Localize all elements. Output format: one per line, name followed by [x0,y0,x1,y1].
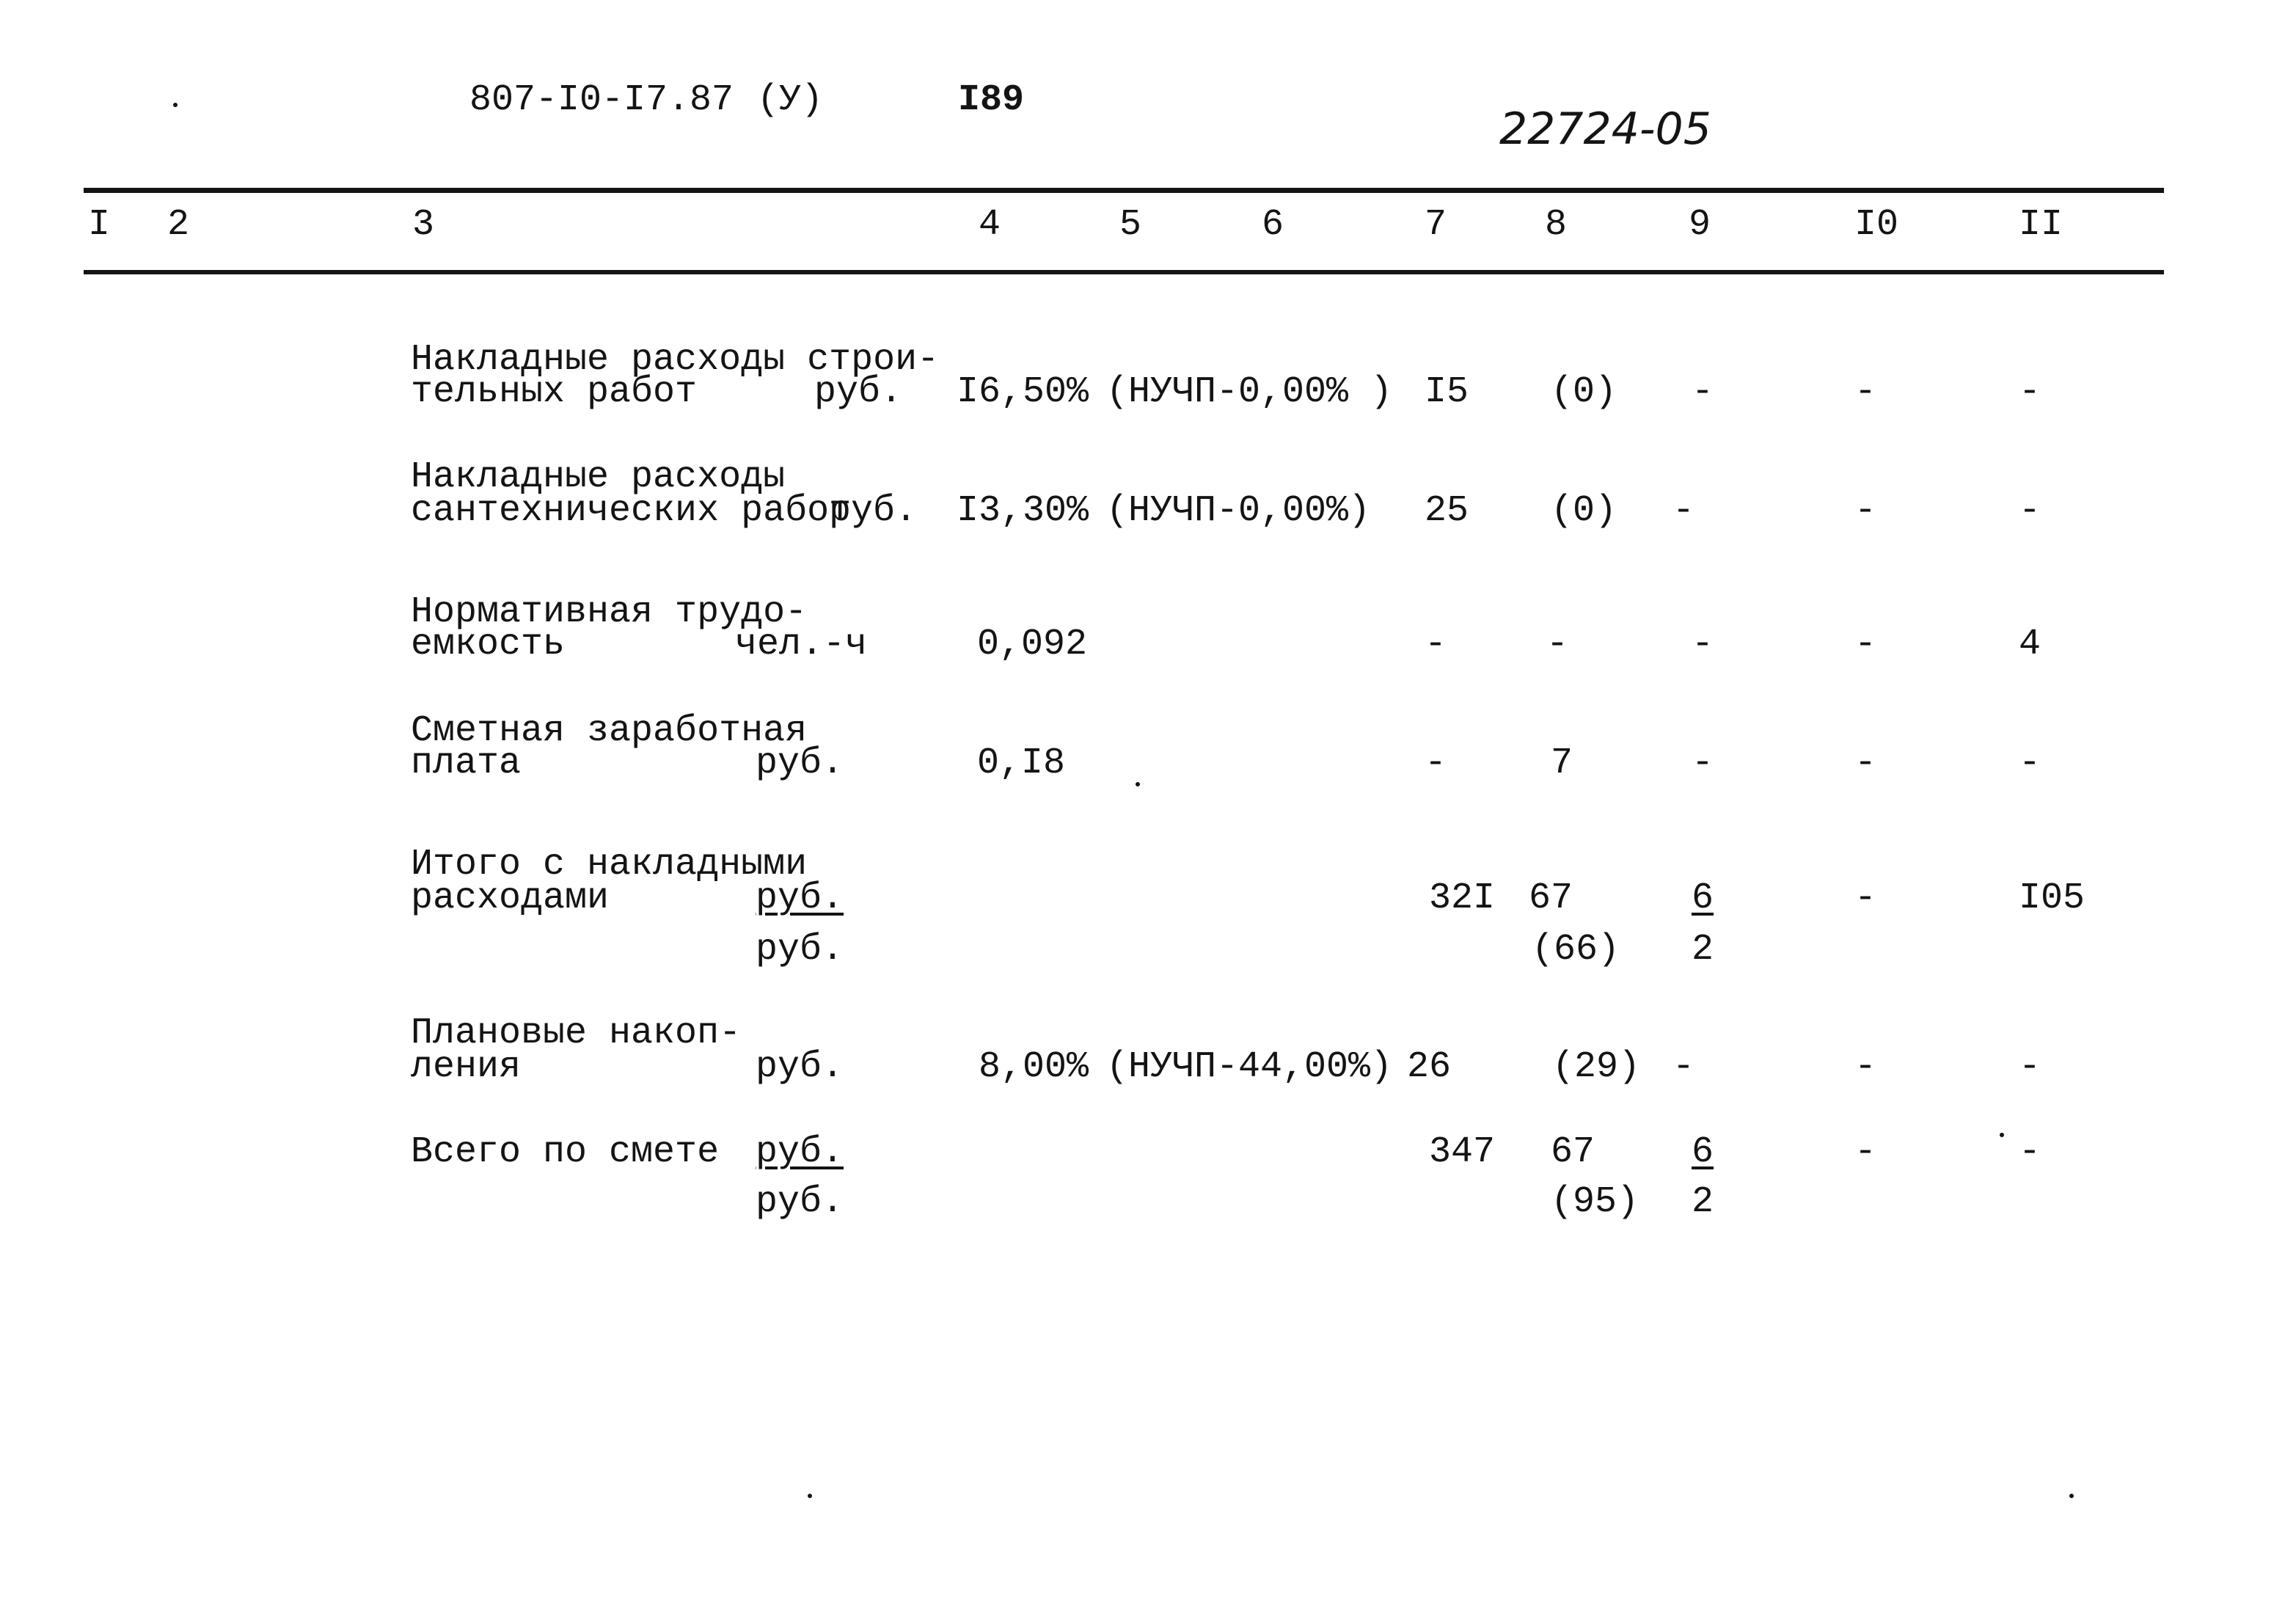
column-8-value: - [1546,624,1569,665]
header-rule [84,270,2164,274]
column-header: 8 [1545,204,1568,246]
column-11-value: - [2019,371,2041,413]
rate-note: (НУЧП-0,00% ) [1106,371,1393,413]
column-8-value: 7 [1551,742,1573,784]
rate-value: 0,I8 [977,742,1066,784]
column-8-value: 67 [1529,877,1573,919]
scan-speck [1136,782,1140,786]
column-9-value: 6 [1692,877,1714,919]
rate-value: I3,30% [957,490,1089,532]
row-unit-secondary: руб. [756,1181,844,1223]
column-8-secondary: (66) [1532,929,1620,971]
column-10-value: - [1854,490,1877,532]
row-label: ления [411,1046,522,1088]
rate-value: I6,50% [957,371,1089,413]
document-marker: (У) [757,79,824,121]
column-9-value: - [1692,742,1714,784]
column-9-value: - [1692,371,1714,413]
column-8-value: (0) [1551,490,1617,532]
column-header: 4 [979,204,1001,246]
column-9-secondary: 2 [1692,1181,1714,1223]
column-7-value: - [1425,742,1447,784]
column-10-value: - [1854,742,1877,784]
row-label: Накладные расходы [411,456,786,498]
page-number: I89 [958,79,1025,121]
column-7-value: - [1425,624,1447,665]
column-8-value: 67 [1551,1131,1595,1173]
column-header: 9 [1689,204,1711,246]
column-8-value: (0) [1551,371,1617,413]
row-unit: руб. [756,1131,844,1173]
row-unit: чел.-ч [735,624,868,665]
column-11-value: - [2019,1046,2041,1088]
row-unit-secondary: руб. [756,929,844,971]
rate-note: (НУЧП-44,00%) [1106,1046,1393,1088]
row-label: Сметная заработная [411,710,808,752]
scan-speck [2069,1494,2074,1498]
column-8-value: (29) [1552,1046,1641,1088]
column-header: I0 [1854,204,1899,246]
top-rule [84,188,2164,193]
row-unit: руб. [756,1046,844,1088]
row-label: емкость [411,624,566,665]
row-label: Итого с накладными [411,844,808,886]
row-label: Накладные расходы строи- [411,339,940,381]
column-10-value: - [1854,624,1877,665]
column-11-value: I05 [2019,877,2085,919]
scan-speck [173,103,178,107]
column-9-value: - [1672,490,1695,532]
column-11-value: 4 [2019,624,2041,665]
column-header: 2 [167,204,190,246]
column-10-value: - [1854,1046,1877,1088]
row-unit: руб. [756,742,844,784]
scan-speck [808,1494,812,1498]
column-header: I [88,204,111,246]
row-label: Нормативная трудо- [411,591,808,633]
scan-speck [2000,1133,2004,1137]
column-header: II [2019,204,2063,246]
column-header: 7 [1425,204,1447,246]
row-label: плата [411,742,522,784]
column-10-value: - [1854,877,1877,919]
column-7-value: I5 [1425,371,1469,413]
column-11-value: - [2019,1131,2041,1173]
column-header: 3 [412,204,435,246]
column-7-value: 347 [1429,1131,1496,1173]
row-unit: руб. [756,877,844,919]
column-9-value: - [1692,624,1714,665]
rate-value: 8,00% [979,1046,1089,1088]
rate-note: (НУЧП-0,00%) [1106,490,1371,532]
row-label: Плановые накоп- [411,1012,742,1054]
document-number: 807-I0-I7.87 [469,79,734,121]
column-7-value: 25 [1425,490,1469,532]
row-unit: руб. [814,371,903,413]
row-label: сантехнических работ [411,490,852,532]
row-label: расходами [411,877,610,919]
column-7-value: 26 [1407,1046,1452,1088]
column-9-value: 6 [1692,1131,1714,1173]
handwritten-number: 22724-05 [1499,103,1711,155]
column-11-value: - [2019,742,2041,784]
column-7-value: 32I [1429,877,1496,919]
rate-value: 0,092 [977,624,1088,665]
row-label: Всего по смете [411,1131,720,1173]
column-9-secondary: 2 [1692,929,1714,971]
column-11-value: - [2019,490,2041,532]
column-10-value: - [1854,1131,1877,1173]
row-label: тельных работ [411,371,698,413]
column-8-secondary: (95) [1551,1181,1639,1223]
column-header: 6 [1262,204,1284,246]
row-unit: руб. [829,490,918,532]
column-10-value: - [1854,371,1877,413]
column-header: 5 [1119,204,1142,246]
column-9-value: - [1672,1046,1695,1088]
